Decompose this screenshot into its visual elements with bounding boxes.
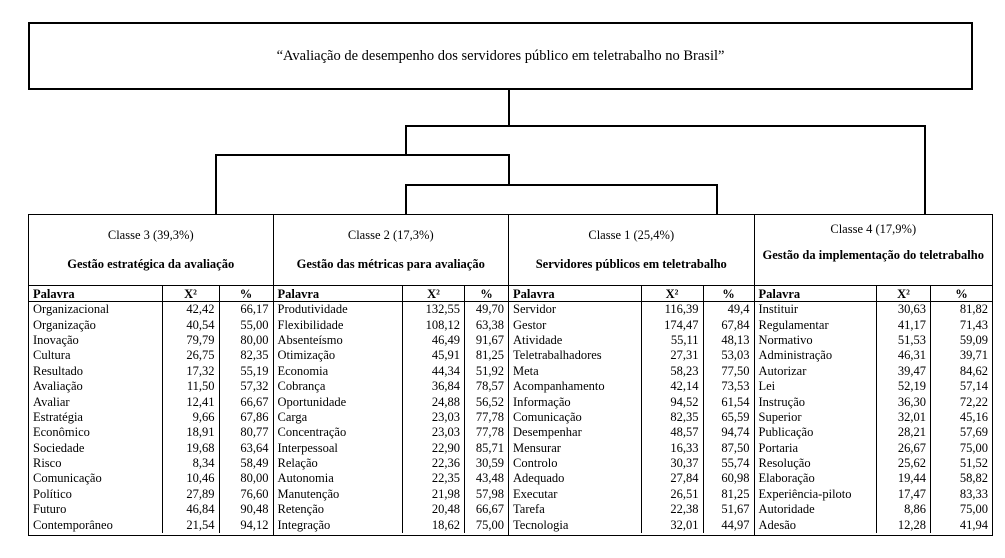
chi2-cell: 10,46: [162, 471, 219, 486]
class-word-table: [29, 286, 273, 533]
word-cell: Desempenhar: [513, 425, 582, 440]
col-header-percent: %: [703, 286, 753, 302]
table-row: [29, 410, 273, 425]
class-theme: Gestão das métricas para avaliação: [296, 257, 485, 271]
word-cell: Interpessoal: [277, 440, 338, 455]
word-cell: Organização: [33, 317, 96, 332]
chi2-cell: 46,31: [877, 348, 931, 363]
word-cell: Regulamentar: [758, 317, 829, 332]
corpus-title-box: [28, 22, 973, 90]
class-tables: [28, 214, 993, 536]
chi2-cell: 27,84: [641, 471, 703, 486]
word-cell: Relação: [277, 456, 318, 471]
percent-cell: 82,35: [219, 348, 273, 363]
table-row: [509, 394, 753, 409]
word-cell: Resolução: [758, 456, 811, 471]
word-cell: Instituir: [758, 302, 799, 317]
chi2-cell: 58,23: [641, 364, 703, 379]
class-word-table: [274, 286, 509, 533]
word-cell: Flexibilidade: [277, 317, 344, 332]
table-row: [274, 517, 509, 532]
percent-cell: 84,62: [931, 364, 993, 379]
col-header-chi2: X²: [877, 286, 931, 302]
percent-cell: 87,50: [703, 441, 753, 456]
table-row: [29, 302, 273, 318]
col-header-chi2: X²: [641, 286, 703, 302]
percent-cell: 75,00: [931, 441, 993, 456]
chi2-cell: 32,01: [877, 410, 931, 425]
percent-cell: 75,00: [931, 502, 993, 517]
percent-cell: 73,53: [703, 379, 753, 394]
word-cell: Resultado: [33, 363, 83, 378]
percent-cell: 51,67: [703, 502, 753, 517]
percent-cell: 57,98: [465, 487, 509, 502]
table-row: [509, 364, 753, 379]
word-cell: Oportunidade: [277, 394, 347, 409]
percent-cell: 55,19: [219, 364, 273, 379]
table-row: [29, 333, 273, 348]
chi2-cell: 26,67: [877, 441, 931, 456]
percent-cell: 81,25: [465, 348, 509, 363]
percent-cell: 61,54: [703, 394, 753, 409]
word-cell: Absenteísmo: [277, 332, 343, 347]
word-cell: Sociedade: [33, 440, 85, 455]
chi2-cell: 27,31: [641, 348, 703, 363]
word-cell: Político: [33, 486, 72, 501]
percent-cell: 39,71: [931, 348, 993, 363]
percent-cell: 57,69: [931, 425, 993, 440]
table-row: [755, 302, 993, 318]
table-row: [509, 302, 753, 318]
word-cell: Elaboração: [758, 471, 815, 486]
word-cell: Manutenção: [277, 486, 340, 501]
chi2-cell: 41,17: [877, 317, 931, 332]
table-row: [509, 471, 753, 486]
class-header: [509, 215, 753, 286]
word-cell: Inovação: [33, 332, 79, 347]
word-cell: Economia: [277, 363, 329, 378]
percent-cell: 60,98: [703, 471, 753, 486]
percent-cell: 57,32: [219, 379, 273, 394]
chi2-cell: 42,42: [162, 302, 219, 318]
percent-cell: 66,17: [219, 302, 273, 318]
chi2-cell: 108,12: [403, 317, 465, 332]
col-header-chi2: X²: [403, 286, 465, 302]
percent-cell: 58,49: [219, 456, 273, 471]
table-row: [509, 487, 753, 502]
class-word-table: [755, 286, 993, 533]
table-row: [274, 487, 509, 502]
chi2-cell: 23,03: [403, 425, 465, 440]
table-row: [755, 517, 993, 532]
class-name: Classe 1 (25,4%): [588, 228, 675, 242]
table-row: [29, 364, 273, 379]
word-cell: Instrução: [758, 394, 806, 409]
word-cell: Tarefa: [513, 502, 545, 517]
word-cell: Portaria: [758, 440, 799, 455]
word-cell: Autorizar: [758, 363, 807, 378]
table-row: [509, 333, 753, 348]
table-row: [29, 317, 273, 332]
class-word-table: [509, 286, 753, 533]
word-cell: Publicação: [758, 425, 814, 440]
table-row: [29, 348, 273, 363]
table-row: [509, 379, 753, 394]
table-row: [29, 487, 273, 502]
table-row: [755, 441, 993, 456]
word-cell: Tecnologia: [513, 517, 569, 532]
percent-cell: 57,14: [931, 379, 993, 394]
class-header: [755, 215, 993, 286]
word-cell: Avaliar: [33, 394, 70, 409]
table-row: [274, 317, 509, 332]
chi2-cell: 52,19: [877, 379, 931, 394]
percent-cell: 51,52: [931, 456, 993, 471]
chi2-cell: 11,50: [162, 379, 219, 394]
percent-cell: 48,13: [703, 333, 753, 348]
word-cell: Autonomia: [277, 471, 334, 486]
table-row: [755, 487, 993, 502]
chi2-cell: 21,54: [162, 517, 219, 532]
word-cell: Meta: [513, 363, 539, 378]
table-row: [29, 471, 273, 486]
percent-cell: 83,33: [931, 487, 993, 502]
chi2-cell: 9,66: [162, 410, 219, 425]
word-cell: Integração: [277, 517, 331, 532]
percent-cell: 77,78: [465, 425, 509, 440]
chi2-cell: 28,21: [877, 425, 931, 440]
chi2-cell: 17,47: [877, 487, 931, 502]
percent-cell: 91,67: [465, 333, 509, 348]
word-cell: Estratégia: [33, 409, 83, 424]
table-row: [755, 410, 993, 425]
table-row: [755, 348, 993, 363]
col-header-percent: %: [465, 286, 509, 302]
corpus-title: “Avaliação de desempenho dos servidores público em teletrabalho no Brasil”: [276, 47, 725, 64]
chi2-cell: 27,89: [162, 487, 219, 502]
col-header-word: Palavra: [755, 286, 877, 302]
table-row: [29, 517, 273, 532]
word-cell: Lei: [758, 379, 776, 394]
percent-cell: 77,50: [703, 364, 753, 379]
word-cell: Econômico: [33, 425, 90, 440]
chi2-cell: 20,48: [403, 502, 465, 517]
chi2-cell: 22,35: [403, 471, 465, 486]
chi2-cell: 36,30: [877, 394, 931, 409]
chi2-cell: 19,68: [162, 441, 219, 456]
word-cell: Adequado: [513, 471, 565, 486]
chi2-cell: 12,28: [877, 517, 931, 532]
chi2-cell: 40,54: [162, 317, 219, 332]
class-4-panel: [755, 215, 993, 535]
table-row: [509, 456, 753, 471]
table-row: [29, 425, 273, 440]
table-row: [509, 425, 753, 440]
table-row: [509, 441, 753, 456]
percent-cell: 77,78: [465, 410, 509, 425]
percent-cell: 58,82: [931, 471, 993, 486]
class-1-panel: [509, 215, 754, 535]
percent-cell: 78,57: [465, 379, 509, 394]
table-row: [29, 379, 273, 394]
chi2-cell: 30,63: [877, 302, 931, 318]
chi2-cell: 55,11: [641, 333, 703, 348]
table-row: [509, 317, 753, 332]
chi2-cell: 22,36: [403, 456, 465, 471]
chi2-cell: 22,90: [403, 441, 465, 456]
table-row: [755, 425, 993, 440]
table-row: [29, 441, 273, 456]
percent-cell: 53,03: [703, 348, 753, 363]
chi2-cell: 79,79: [162, 333, 219, 348]
col-header-percent: %: [219, 286, 273, 302]
table-row: [755, 379, 993, 394]
word-cell: Concentração: [277, 425, 347, 440]
chi2-cell: 26,75: [162, 348, 219, 363]
percent-cell: 80,77: [219, 425, 273, 440]
table-row: [274, 410, 509, 425]
word-cell: Teletrabalhadores: [513, 348, 602, 363]
word-cell: Avaliação: [33, 379, 83, 394]
word-cell: Executar: [513, 486, 558, 501]
table-row: [274, 425, 509, 440]
word-cell: Autoridade: [758, 502, 815, 517]
table-row: [755, 333, 993, 348]
percent-cell: 65,59: [703, 410, 753, 425]
chi2-cell: 94,52: [641, 394, 703, 409]
word-cell: Controlo: [513, 456, 558, 471]
table-row: [274, 456, 509, 471]
table-row: [29, 456, 273, 471]
col-header-chi2: X²: [162, 286, 219, 302]
word-cell: Organizacional: [33, 302, 110, 317]
chi2-cell: 18,91: [162, 425, 219, 440]
percent-cell: 76,60: [219, 487, 273, 502]
chi2-cell: 16,33: [641, 441, 703, 456]
percent-cell: 67,86: [219, 410, 273, 425]
table-row: [755, 471, 993, 486]
word-cell: Produtividade: [277, 302, 348, 317]
percent-cell: 63,64: [219, 441, 273, 456]
chi2-cell: 45,91: [403, 348, 465, 363]
percent-cell: 51,92: [465, 364, 509, 379]
table-row: [509, 348, 753, 363]
class-header: [274, 215, 509, 286]
col-header-word: Palavra: [274, 286, 403, 302]
word-cell: Cultura: [33, 348, 71, 363]
percent-cell: 41,94: [931, 517, 993, 532]
percent-cell: 75,00: [465, 517, 509, 532]
chi2-cell: 32,01: [641, 517, 703, 532]
word-cell: Gestor: [513, 317, 547, 332]
table-row: [274, 348, 509, 363]
word-cell: Acompanhamento: [513, 379, 605, 394]
chi2-cell: 8,86: [877, 502, 931, 517]
chi2-cell: 23,03: [403, 410, 465, 425]
percent-cell: 56,52: [465, 394, 509, 409]
word-cell: Servidor: [513, 302, 557, 317]
chi2-cell: 8,34: [162, 456, 219, 471]
table-row: [755, 456, 993, 471]
percent-cell: 45,16: [931, 410, 993, 425]
percent-cell: 55,74: [703, 456, 753, 471]
chi2-cell: 44,34: [403, 364, 465, 379]
percent-cell: 81,25: [703, 487, 753, 502]
percent-cell: 30,59: [465, 456, 509, 471]
chi2-cell: 17,32: [162, 364, 219, 379]
percent-cell: 90,48: [219, 502, 273, 517]
table-row: [755, 394, 993, 409]
table-row: [509, 502, 753, 517]
word-cell: Futuro: [33, 502, 67, 517]
percent-cell: 49,70: [465, 302, 509, 318]
percent-cell: 59,09: [931, 333, 993, 348]
table-row: [29, 502, 273, 517]
table-row: [274, 302, 509, 318]
chi2-cell: 174,47: [641, 317, 703, 332]
table-row: [509, 410, 753, 425]
table-row: [274, 394, 509, 409]
word-cell: Mensurar: [513, 440, 561, 455]
chi2-cell: 19,44: [877, 471, 931, 486]
word-cell: Contemporâneo: [33, 517, 113, 532]
chi2-cell: 48,57: [641, 425, 703, 440]
chi2-cell: 30,37: [641, 456, 703, 471]
percent-cell: 85,71: [465, 441, 509, 456]
chi2-cell: 39,47: [877, 364, 931, 379]
word-cell: Administração: [758, 348, 833, 363]
col-header-word: Palavra: [29, 286, 162, 302]
word-cell: Retenção: [277, 502, 325, 517]
class-name: Classe 3 (39,3%): [107, 228, 194, 242]
percent-cell: 49,4: [703, 302, 753, 318]
chi2-cell: 25,62: [877, 456, 931, 471]
percent-cell: 72,22: [931, 394, 993, 409]
word-cell: Carga: [277, 409, 308, 424]
percent-cell: 43,48: [465, 471, 509, 486]
chi2-cell: 24,88: [403, 394, 465, 409]
percent-cell: 94,74: [703, 425, 753, 440]
class-theme: Gestão da implementação do teletrabalho: [762, 248, 984, 262]
chi2-cell: 116,39: [641, 302, 703, 318]
class-name: Classe 2 (17,3%): [347, 228, 434, 242]
percent-cell: 66,67: [465, 502, 509, 517]
percent-cell: 80,00: [219, 471, 273, 486]
word-cell: Adesão: [758, 517, 796, 532]
word-cell: Superior: [758, 409, 802, 424]
table-row: [274, 471, 509, 486]
percent-cell: 71,43: [931, 317, 993, 332]
chi2-cell: 18,62: [403, 517, 465, 532]
class-3-panel: [29, 215, 274, 535]
table-row: [274, 441, 509, 456]
word-cell: Comunicação: [513, 409, 582, 424]
table-row: [509, 517, 753, 532]
table-row: [755, 364, 993, 379]
table-row: [755, 502, 993, 517]
chi2-cell: 22,38: [641, 502, 703, 517]
chi2-cell: 21,98: [403, 487, 465, 502]
class-header: [29, 215, 273, 286]
table-row: [755, 317, 993, 332]
percent-cell: 81,82: [931, 302, 993, 318]
table-row: [274, 333, 509, 348]
chi2-cell: 132,55: [403, 302, 465, 318]
percent-cell: 55,00: [219, 317, 273, 332]
word-cell: Comunicação: [33, 471, 102, 486]
percent-cell: 80,00: [219, 333, 273, 348]
chi2-cell: 12,41: [162, 394, 219, 409]
chi2-cell: 82,35: [641, 410, 703, 425]
word-cell: Informação: [513, 394, 571, 409]
class-2-panel: [274, 215, 510, 535]
word-cell: Otimização: [277, 348, 336, 363]
percent-cell: 44,97: [703, 517, 753, 532]
chi2-cell: 51,53: [877, 333, 931, 348]
percent-cell: 67,84: [703, 317, 753, 332]
class-name: Classe 4 (17,9%): [830, 222, 917, 236]
percent-cell: 66,67: [219, 394, 273, 409]
chi2-cell: 42,14: [641, 379, 703, 394]
table-row: [274, 364, 509, 379]
table-row: [274, 379, 509, 394]
word-cell: Risco: [33, 456, 62, 471]
word-cell: Normativo: [758, 332, 813, 347]
chi2-cell: 26,51: [641, 487, 703, 502]
word-cell: Experiência-piloto: [758, 486, 852, 501]
chi2-cell: 46,49: [403, 333, 465, 348]
col-header-word: Palavra: [509, 286, 641, 302]
chi2-cell: 46,84: [162, 502, 219, 517]
table-row: [274, 502, 509, 517]
percent-cell: 94,12: [219, 517, 273, 532]
class-theme: Gestão estratégica da avaliação: [67, 257, 235, 271]
word-cell: Cobrança: [277, 379, 326, 394]
table-row: [29, 394, 273, 409]
word-cell: Atividade: [513, 332, 563, 347]
chi2-cell: 36,84: [403, 379, 465, 394]
percent-cell: 63,38: [465, 317, 509, 332]
col-header-percent: %: [931, 286, 993, 302]
class-theme: Servidores públicos em teletrabalho: [535, 257, 727, 271]
